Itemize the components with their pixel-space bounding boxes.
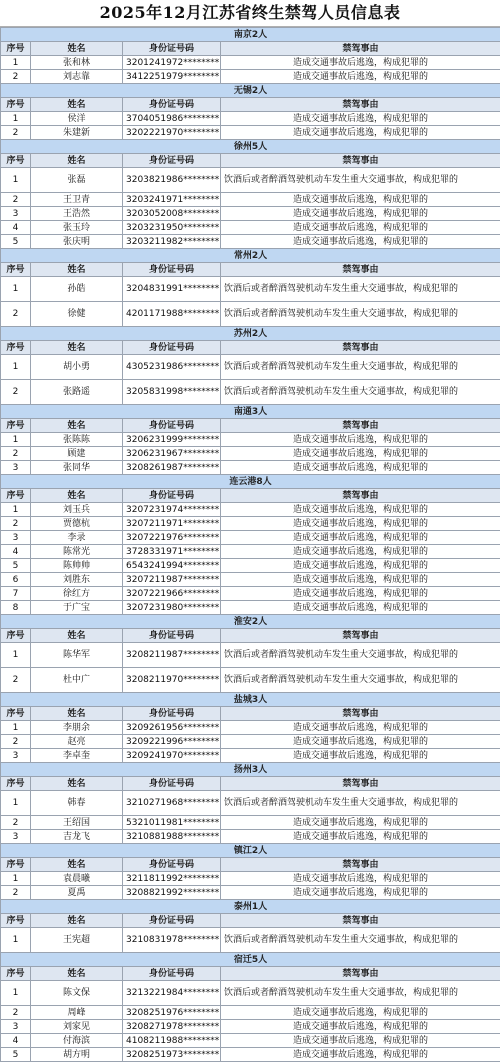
- column-header-name: 姓名: [31, 707, 123, 721]
- section-title: 扬州3人: [1, 763, 500, 777]
- row-reason: 造成交通事故后逃逸，构成犯罪的: [221, 235, 500, 249]
- table-row: [1, 1048, 500, 1062]
- column-header-name: 姓名: [31, 419, 123, 433]
- row-seq: 3: [1, 1020, 31, 1034]
- column-header-name: 姓名: [31, 98, 123, 112]
- column-header-id: 身份证号码: [123, 98, 221, 112]
- table-row: [1, 433, 500, 447]
- table-row: [1, 168, 500, 193]
- row-name: 王绍国: [31, 816, 123, 830]
- section-title: 连云港8人: [1, 475, 500, 489]
- banned-drivers-table: [0, 27, 500, 1062]
- row-seq: 3: [1, 207, 31, 221]
- row-seq: 2: [1, 126, 31, 140]
- row-reason: 造成交通事故后逃逸，构成犯罪的: [221, 221, 500, 235]
- table-row: [1, 447, 500, 461]
- table-row: [1, 112, 500, 126]
- column-header-seq: 序号: [1, 914, 31, 928]
- column-header-reason: 禁驾事由: [221, 154, 500, 168]
- row-seq: 8: [1, 601, 31, 615]
- row-seq: 1: [1, 643, 31, 668]
- row-name: 夏禹: [31, 886, 123, 900]
- column-header-name: 姓名: [31, 967, 123, 981]
- column-header-row: [1, 419, 500, 433]
- row-id: 3208261987********: [123, 461, 221, 475]
- row-seq: 2: [1, 193, 31, 207]
- column-header-reason: 禁驾事由: [221, 489, 500, 503]
- row-reason: 造成交通事故后逃逸，构成犯罪的: [221, 721, 500, 735]
- row-reason: 造成交通事故后逃逸，构成犯罪的: [221, 573, 500, 587]
- row-seq: 1: [1, 112, 31, 126]
- row-id: 3203211982********: [123, 235, 221, 249]
- row-name: 孙皓: [31, 277, 123, 302]
- row-id: 3208271978********: [123, 1020, 221, 1034]
- column-header-reason: 禁驾事由: [221, 42, 500, 56]
- row-name: 贾德杭: [31, 517, 123, 531]
- row-seq: 1: [1, 503, 31, 517]
- column-header-seq: 序号: [1, 858, 31, 872]
- section-header: [1, 844, 500, 858]
- column-header-row: [1, 967, 500, 981]
- row-id: 3412251979********: [123, 70, 221, 84]
- row-reason: 饮酒后或者醉酒驾驶机动车发生重大交通事故，构成犯罪的: [221, 981, 500, 1006]
- column-header-seq: 序号: [1, 154, 31, 168]
- row-name: 陈华军: [31, 643, 123, 668]
- row-id: 3208211970********: [123, 668, 221, 693]
- row-name: 吉龙飞: [31, 830, 123, 844]
- row-name: 刘玉兵: [31, 503, 123, 517]
- row-seq: 3: [1, 749, 31, 763]
- page-title: 2025年12月江苏省终生禁驾人员信息表: [0, 0, 500, 27]
- column-header-name: 姓名: [31, 341, 123, 355]
- section-title: 盐城3人: [1, 693, 500, 707]
- row-id: 3207211987********: [123, 573, 221, 587]
- table-row: [1, 587, 500, 601]
- section-title: 无锡2人: [1, 84, 500, 98]
- table-row: [1, 1034, 500, 1048]
- column-header-id: 身份证号码: [123, 914, 221, 928]
- column-header-seq: 序号: [1, 707, 31, 721]
- row-id: 3208821992********: [123, 886, 221, 900]
- row-reason: 造成交通事故后逃逸，构成犯罪的: [221, 587, 500, 601]
- row-id: 3208251973********: [123, 1048, 221, 1062]
- table-row: [1, 668, 500, 693]
- row-id: 3207231974********: [123, 503, 221, 517]
- column-header-seq: 序号: [1, 967, 31, 981]
- column-header-id: 身份证号码: [123, 629, 221, 643]
- row-name: 王卫青: [31, 193, 123, 207]
- section-header: [1, 28, 500, 42]
- row-reason: 造成交通事故后逃逸，构成犯罪的: [221, 1020, 500, 1034]
- table-row: [1, 302, 500, 327]
- column-header-id: 身份证号码: [123, 858, 221, 872]
- table-row: [1, 70, 500, 84]
- row-reason: 造成交通事故后逃逸，构成犯罪的: [221, 207, 500, 221]
- column-header-seq: 序号: [1, 419, 31, 433]
- table-row: [1, 193, 500, 207]
- row-name: 张路遥: [31, 380, 123, 405]
- row-name: 徐健: [31, 302, 123, 327]
- row-id: 3728331971********: [123, 545, 221, 559]
- row-id: 3207211971********: [123, 517, 221, 531]
- column-header-id: 身份证号码: [123, 42, 221, 56]
- table-row: [1, 503, 500, 517]
- row-id: 3210881988********: [123, 830, 221, 844]
- section-header: [1, 140, 500, 154]
- column-header-reason: 禁驾事由: [221, 967, 500, 981]
- section-title: 镇江2人: [1, 844, 500, 858]
- column-header-id: 身份证号码: [123, 777, 221, 791]
- row-reason: 造成交通事故后逃逸，构成犯罪的: [221, 735, 500, 749]
- row-seq: 4: [1, 221, 31, 235]
- table-row: [1, 791, 500, 816]
- table-row: [1, 531, 500, 545]
- row-seq: 1: [1, 981, 31, 1006]
- row-id: 3704051986********: [123, 112, 221, 126]
- row-name: 张庆明: [31, 235, 123, 249]
- row-seq: 2: [1, 886, 31, 900]
- row-reason: 饮酒后或者醉酒驾驶机动车发生重大交通事故，构成犯罪的: [221, 355, 500, 380]
- row-seq: 1: [1, 168, 31, 193]
- row-name: 赵亮: [31, 735, 123, 749]
- row-reason: 造成交通事故后逃逸，构成犯罪的: [221, 601, 500, 615]
- section-header: [1, 900, 500, 914]
- row-reason: 饮酒后或者醉酒驾驶机动车发生重大交通事故，构成犯罪的: [221, 643, 500, 668]
- table-row: [1, 721, 500, 735]
- table-row: [1, 545, 500, 559]
- column-header-row: [1, 42, 500, 56]
- column-header-id: 身份证号码: [123, 967, 221, 981]
- row-id: 4108211988********: [123, 1034, 221, 1048]
- row-reason: 造成交通事故后逃逸，构成犯罪的: [221, 545, 500, 559]
- table-row: [1, 277, 500, 302]
- row-reason: 造成交通事故后逃逸，构成犯罪的: [221, 433, 500, 447]
- column-header-id: 身份证号码: [123, 489, 221, 503]
- section-title: 宿迁5人: [1, 953, 500, 967]
- column-header-row: [1, 629, 500, 643]
- row-id: 3208211987********: [123, 643, 221, 668]
- row-id: 4305231986********: [123, 355, 221, 380]
- column-header-name: 姓名: [31, 42, 123, 56]
- column-header-seq: 序号: [1, 98, 31, 112]
- column-header-row: [1, 341, 500, 355]
- column-header-seq: 序号: [1, 263, 31, 277]
- column-header-seq: 序号: [1, 629, 31, 643]
- row-id: 3206231967********: [123, 447, 221, 461]
- column-header-name: 姓名: [31, 154, 123, 168]
- row-seq: 2: [1, 447, 31, 461]
- row-reason: 造成交通事故后逃逸，构成犯罪的: [221, 70, 500, 84]
- row-reason: 造成交通事故后逃逸，构成犯罪的: [221, 531, 500, 545]
- row-reason: 饮酒后或者醉酒驾驶机动车发生重大交通事故，构成犯罪的: [221, 668, 500, 693]
- table-row: [1, 559, 500, 573]
- column-header-reason: 禁驾事由: [221, 707, 500, 721]
- row-seq: 1: [1, 721, 31, 735]
- row-reason: 造成交通事故后逃逸，构成犯罪的: [221, 872, 500, 886]
- row-reason: 造成交通事故后逃逸，构成犯罪的: [221, 830, 500, 844]
- section-header: [1, 327, 500, 341]
- column-header-name: 姓名: [31, 489, 123, 503]
- row-name: 陈帅帅: [31, 559, 123, 573]
- row-name: 张同华: [31, 461, 123, 475]
- table-row: [1, 56, 500, 70]
- table-row: [1, 1006, 500, 1020]
- table-row: [1, 928, 500, 953]
- row-id: 3213221984********: [123, 981, 221, 1006]
- row-reason: 饮酒后或者醉酒驾驶机动车发生重大交通事故，构成犯罪的: [221, 302, 500, 327]
- row-reason: 造成交通事故后逃逸，构成犯罪的: [221, 1048, 500, 1062]
- row-seq: 2: [1, 70, 31, 84]
- section-title: 泰州1人: [1, 900, 500, 914]
- section-header: [1, 84, 500, 98]
- row-id: 3209241970********: [123, 749, 221, 763]
- row-reason: 造成交通事故后逃逸，构成犯罪的: [221, 56, 500, 70]
- row-name: 李朋余: [31, 721, 123, 735]
- row-reason: 饮酒后或者醉酒驾驶机动车发生重大交通事故，构成犯罪的: [221, 791, 500, 816]
- section-header: [1, 953, 500, 967]
- table-row: [1, 573, 500, 587]
- column-header-reason: 禁驾事由: [221, 419, 500, 433]
- row-seq: 4: [1, 1034, 31, 1048]
- column-header-reason: 禁驾事由: [221, 341, 500, 355]
- section-header: [1, 475, 500, 489]
- row-id: 6543241994********: [123, 559, 221, 573]
- table-row: [1, 816, 500, 830]
- column-header-id: 身份证号码: [123, 154, 221, 168]
- row-reason: 造成交通事故后逃逸，构成犯罪的: [221, 1006, 500, 1020]
- row-id: 3203052008********: [123, 207, 221, 221]
- row-reason: 造成交通事故后逃逸，构成犯罪的: [221, 1034, 500, 1048]
- row-id: 3207221966********: [123, 587, 221, 601]
- row-reason: 造成交通事故后逃逸，构成犯罪的: [221, 517, 500, 531]
- row-seq: 1: [1, 355, 31, 380]
- column-header-reason: 禁驾事由: [221, 263, 500, 277]
- table-row: [1, 126, 500, 140]
- row-id: 3203821986********: [123, 168, 221, 193]
- row-seq: 2: [1, 668, 31, 693]
- section-title: 淮安2人: [1, 615, 500, 629]
- row-id: 3210831978********: [123, 928, 221, 953]
- row-name: 侯洋: [31, 112, 123, 126]
- table-row: [1, 517, 500, 531]
- column-header-row: [1, 914, 500, 928]
- column-header-row: [1, 263, 500, 277]
- row-id: 3209221996********: [123, 735, 221, 749]
- row-seq: 1: [1, 277, 31, 302]
- section-header: [1, 249, 500, 263]
- row-seq: 5: [1, 235, 31, 249]
- row-id: 3203241971********: [123, 193, 221, 207]
- column-header-reason: 禁驾事由: [221, 914, 500, 928]
- row-seq: 7: [1, 587, 31, 601]
- column-header-reason: 禁驾事由: [221, 98, 500, 112]
- section-title: 南京2人: [1, 28, 500, 42]
- row-name: 韩春: [31, 791, 123, 816]
- row-name: 袁晨曦: [31, 872, 123, 886]
- row-seq: 1: [1, 433, 31, 447]
- table-row: [1, 380, 500, 405]
- row-reason: 造成交通事故后逃逸，构成犯罪的: [221, 559, 500, 573]
- row-id: 3201241972********: [123, 56, 221, 70]
- row-seq: 2: [1, 302, 31, 327]
- table-row: [1, 872, 500, 886]
- column-header-name: 姓名: [31, 914, 123, 928]
- row-name: 刘志靠: [31, 70, 123, 84]
- row-id: 3207221976********: [123, 531, 221, 545]
- column-header-row: [1, 489, 500, 503]
- column-header-id: 身份证号码: [123, 707, 221, 721]
- row-seq: 6: [1, 573, 31, 587]
- section-title: 常州2人: [1, 249, 500, 263]
- row-seq: 2: [1, 816, 31, 830]
- section-title: 徐州5人: [1, 140, 500, 154]
- row-name: 王宪超: [31, 928, 123, 953]
- row-name: 李卓奎: [31, 749, 123, 763]
- row-id: 5321011981********: [123, 816, 221, 830]
- row-seq: 2: [1, 735, 31, 749]
- row-seq: 3: [1, 531, 31, 545]
- section-header: [1, 763, 500, 777]
- row-id: 3209261956********: [123, 721, 221, 735]
- table-row: [1, 735, 500, 749]
- row-name: 胡方明: [31, 1048, 123, 1062]
- row-reason: 造成交通事故后逃逸，构成犯罪的: [221, 816, 500, 830]
- row-id: 3205831998********: [123, 380, 221, 405]
- row-name: 张和林: [31, 56, 123, 70]
- column-header-id: 身份证号码: [123, 419, 221, 433]
- column-header-row: [1, 858, 500, 872]
- row-seq: 1: [1, 872, 31, 886]
- row-seq: 3: [1, 461, 31, 475]
- row-name: 杜中广: [31, 668, 123, 693]
- row-name: 刘胜东: [31, 573, 123, 587]
- row-name: 徐红方: [31, 587, 123, 601]
- column-header-reason: 禁驾事由: [221, 858, 500, 872]
- table-row: [1, 601, 500, 615]
- row-reason: 饮酒后或者醉酒驾驶机动车发生重大交通事故，构成犯罪的: [221, 277, 500, 302]
- row-id: 3208251976********: [123, 1006, 221, 1020]
- column-header-row: [1, 707, 500, 721]
- row-name: 张玉玲: [31, 221, 123, 235]
- row-reason: 造成交通事故后逃逸，构成犯罪的: [221, 112, 500, 126]
- section-header: [1, 405, 500, 419]
- section-title: 南通3人: [1, 405, 500, 419]
- row-id: 3210271968********: [123, 791, 221, 816]
- row-name: 张陈陈: [31, 433, 123, 447]
- table-row: [1, 235, 500, 249]
- row-reason: 造成交通事故后逃逸，构成犯罪的: [221, 126, 500, 140]
- column-header-seq: 序号: [1, 42, 31, 56]
- section-header: [1, 693, 500, 707]
- row-id: 3204831991********: [123, 277, 221, 302]
- column-header-reason: 禁驾事由: [221, 629, 500, 643]
- table-row: [1, 981, 500, 1006]
- row-name: 陈文保: [31, 981, 123, 1006]
- row-name: 朱建新: [31, 126, 123, 140]
- row-name: 周峰: [31, 1006, 123, 1020]
- row-id: 4201171988********: [123, 302, 221, 327]
- row-reason: 造成交通事故后逃逸，构成犯罪的: [221, 886, 500, 900]
- row-name: 顾建: [31, 447, 123, 461]
- row-id: 3207231980********: [123, 601, 221, 615]
- table-row: [1, 830, 500, 844]
- section-header: [1, 615, 500, 629]
- row-name: 胡小勇: [31, 355, 123, 380]
- column-header-seq: 序号: [1, 341, 31, 355]
- row-id: 3203231950********: [123, 221, 221, 235]
- table-row: [1, 221, 500, 235]
- column-header-id: 身份证号码: [123, 341, 221, 355]
- table-row: [1, 207, 500, 221]
- row-seq: 2: [1, 517, 31, 531]
- row-reason: 造成交通事故后逃逸，构成犯罪的: [221, 749, 500, 763]
- row-reason: 造成交通事故后逃逸，构成犯罪的: [221, 447, 500, 461]
- table-row: [1, 643, 500, 668]
- row-seq: 1: [1, 791, 31, 816]
- row-name: 于广宝: [31, 601, 123, 615]
- table-row: [1, 1020, 500, 1034]
- row-reason: 饮酒后或者醉酒驾驶机动车发生重大交通事故，构成犯罪的: [221, 380, 500, 405]
- table-row: [1, 461, 500, 475]
- row-name: 刘家见: [31, 1020, 123, 1034]
- row-reason: 造成交通事故后逃逸，构成犯罪的: [221, 461, 500, 475]
- column-header-row: [1, 98, 500, 112]
- row-seq: 3: [1, 830, 31, 844]
- row-id: 3206231999********: [123, 433, 221, 447]
- row-seq: 5: [1, 559, 31, 573]
- table-row: [1, 355, 500, 380]
- row-seq: 5: [1, 1048, 31, 1062]
- row-seq: 2: [1, 380, 31, 405]
- row-seq: 1: [1, 928, 31, 953]
- column-header-name: 姓名: [31, 263, 123, 277]
- column-header-row: [1, 154, 500, 168]
- column-header-seq: 序号: [1, 489, 31, 503]
- row-name: 陈常光: [31, 545, 123, 559]
- row-reason: 造成交通事故后逃逸，构成犯罪的: [221, 193, 500, 207]
- row-name: 李录: [31, 531, 123, 545]
- column-header-name: 姓名: [31, 629, 123, 643]
- row-reason: 饮酒后或者醉酒驾驶机动车发生重大交通事故，构成犯罪的: [221, 928, 500, 953]
- row-seq: 2: [1, 1006, 31, 1020]
- row-reason: 造成交通事故后逃逸，构成犯罪的: [221, 503, 500, 517]
- row-id: 3211811992********: [123, 872, 221, 886]
- row-name: 张磊: [31, 168, 123, 193]
- row-seq: 1: [1, 56, 31, 70]
- column-header-id: 身份证号码: [123, 263, 221, 277]
- row-name: 王浩然: [31, 207, 123, 221]
- column-header-reason: 禁驾事由: [221, 777, 500, 791]
- table-row: [1, 886, 500, 900]
- row-reason: 饮酒后或者醉酒驾驶机动车发生重大交通事故，构成犯罪的: [221, 168, 500, 193]
- row-name: 付海滨: [31, 1034, 123, 1048]
- section-title: 苏州2人: [1, 327, 500, 341]
- column-header-name: 姓名: [31, 777, 123, 791]
- column-header-seq: 序号: [1, 777, 31, 791]
- column-header-name: 姓名: [31, 858, 123, 872]
- row-id: 3202221970********: [123, 126, 221, 140]
- column-header-row: [1, 777, 500, 791]
- row-seq: 4: [1, 545, 31, 559]
- table-row: [1, 749, 500, 763]
